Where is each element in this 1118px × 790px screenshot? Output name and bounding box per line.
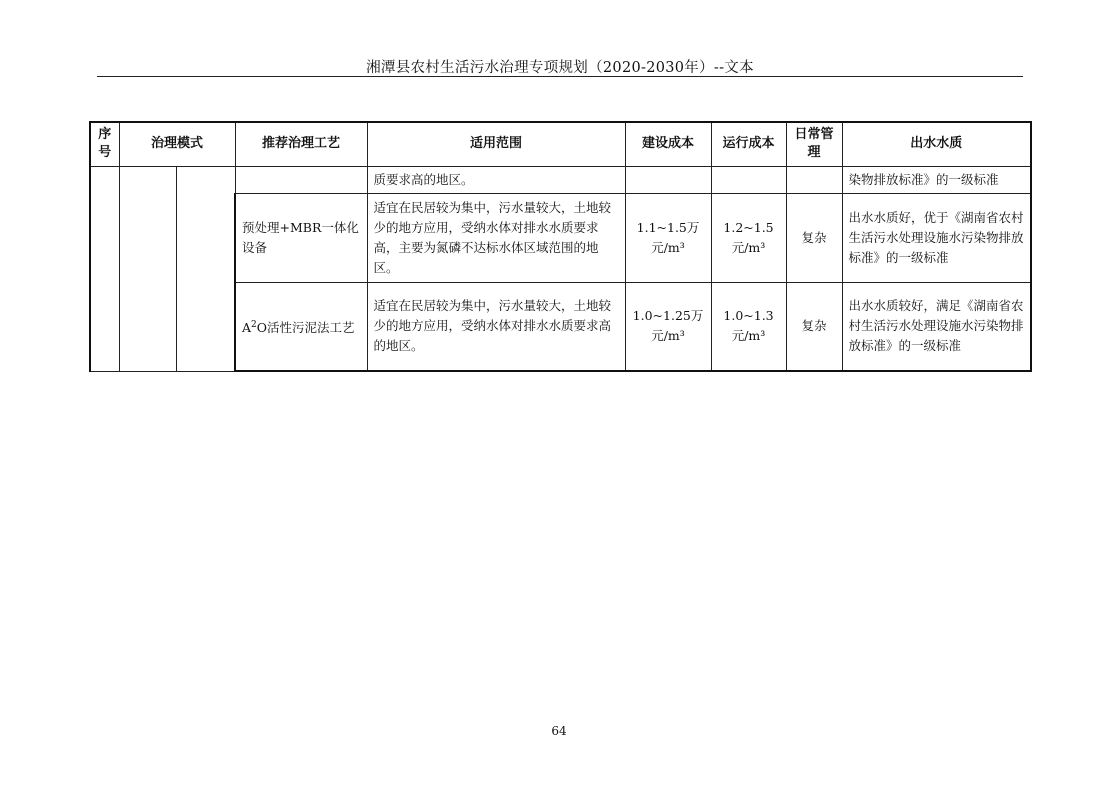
header-mode: 治理模式 (119, 122, 235, 166)
build-cost-cell (625, 166, 711, 193)
process-cell (235, 282, 367, 371)
process-cell: 预处理+MBR一体化设备 (235, 193, 367, 282)
header-management: 日常管理 (786, 122, 842, 166)
management-cell (786, 166, 842, 193)
page-number: 64 (551, 724, 567, 738)
table-row (90, 166, 1031, 193)
process-superscript: 2 (251, 319, 257, 330)
header-run-cost: 运行成本 (711, 122, 786, 166)
process-cell (235, 166, 367, 193)
run-cost-cell: 1.0~1.3元/m³ (711, 282, 786, 371)
effluent-cell: 出水水质较好，满足《湖南省农村生活污水处理设施水污染物排放标准》的一级标准 (842, 282, 1031, 371)
management-cell: 复杂 (786, 282, 842, 371)
header-scope: 适用范围 (367, 122, 625, 166)
scope-cell: 适宜在民居较为集中，污水量较大，土地较少的地方应用，受纳水体对排水水质要求高，主要为氮磷不达标水体区域范围的地区。 (367, 193, 625, 282)
header-effluent: 出水水质 (842, 122, 1031, 166)
build-cost-cell: 1.0~1.25万元/m³ (625, 282, 711, 371)
management-cell: 复杂 (786, 193, 842, 282)
header-build-cost: 建设成本 (625, 122, 711, 166)
run-cost-cell (711, 166, 786, 193)
scope-cell: 质要求高的地区。 (367, 166, 625, 193)
run-cost-cell: 1.2~1.5元/m³ (711, 193, 786, 282)
index-cell (90, 166, 119, 371)
header-process: 推荐治理工艺 (235, 122, 367, 166)
mode-cell-b (176, 166, 235, 371)
page-header-title: 湘潭县农村生活污水治理专项规划（2020-2030年）--文本 (366, 60, 754, 76)
header-index: 序号 (90, 122, 119, 166)
treatment-process-table (89, 121, 1032, 372)
build-cost-cell: 1.1~1.5万元/m³ (625, 193, 711, 282)
scope-cell: 适宜在民居较为集中，污水量较大，土地较少的地方应用，受纳水体对排水水质要求高的地区。 (367, 282, 625, 371)
mode-cell-a (119, 166, 176, 371)
table-header-row (90, 122, 1031, 166)
effluent-cell: 出水水质好，优于《湖南省农村生活污水处理设施水污染物排放标准》的一级标准 (842, 193, 1031, 282)
process-prefix: A (242, 319, 252, 335)
header-rule (97, 76, 1023, 77)
effluent-cell: 染物排放标准》的一级标准 (842, 166, 1031, 193)
process-suffix: O活性污泥法工艺 (256, 319, 355, 335)
